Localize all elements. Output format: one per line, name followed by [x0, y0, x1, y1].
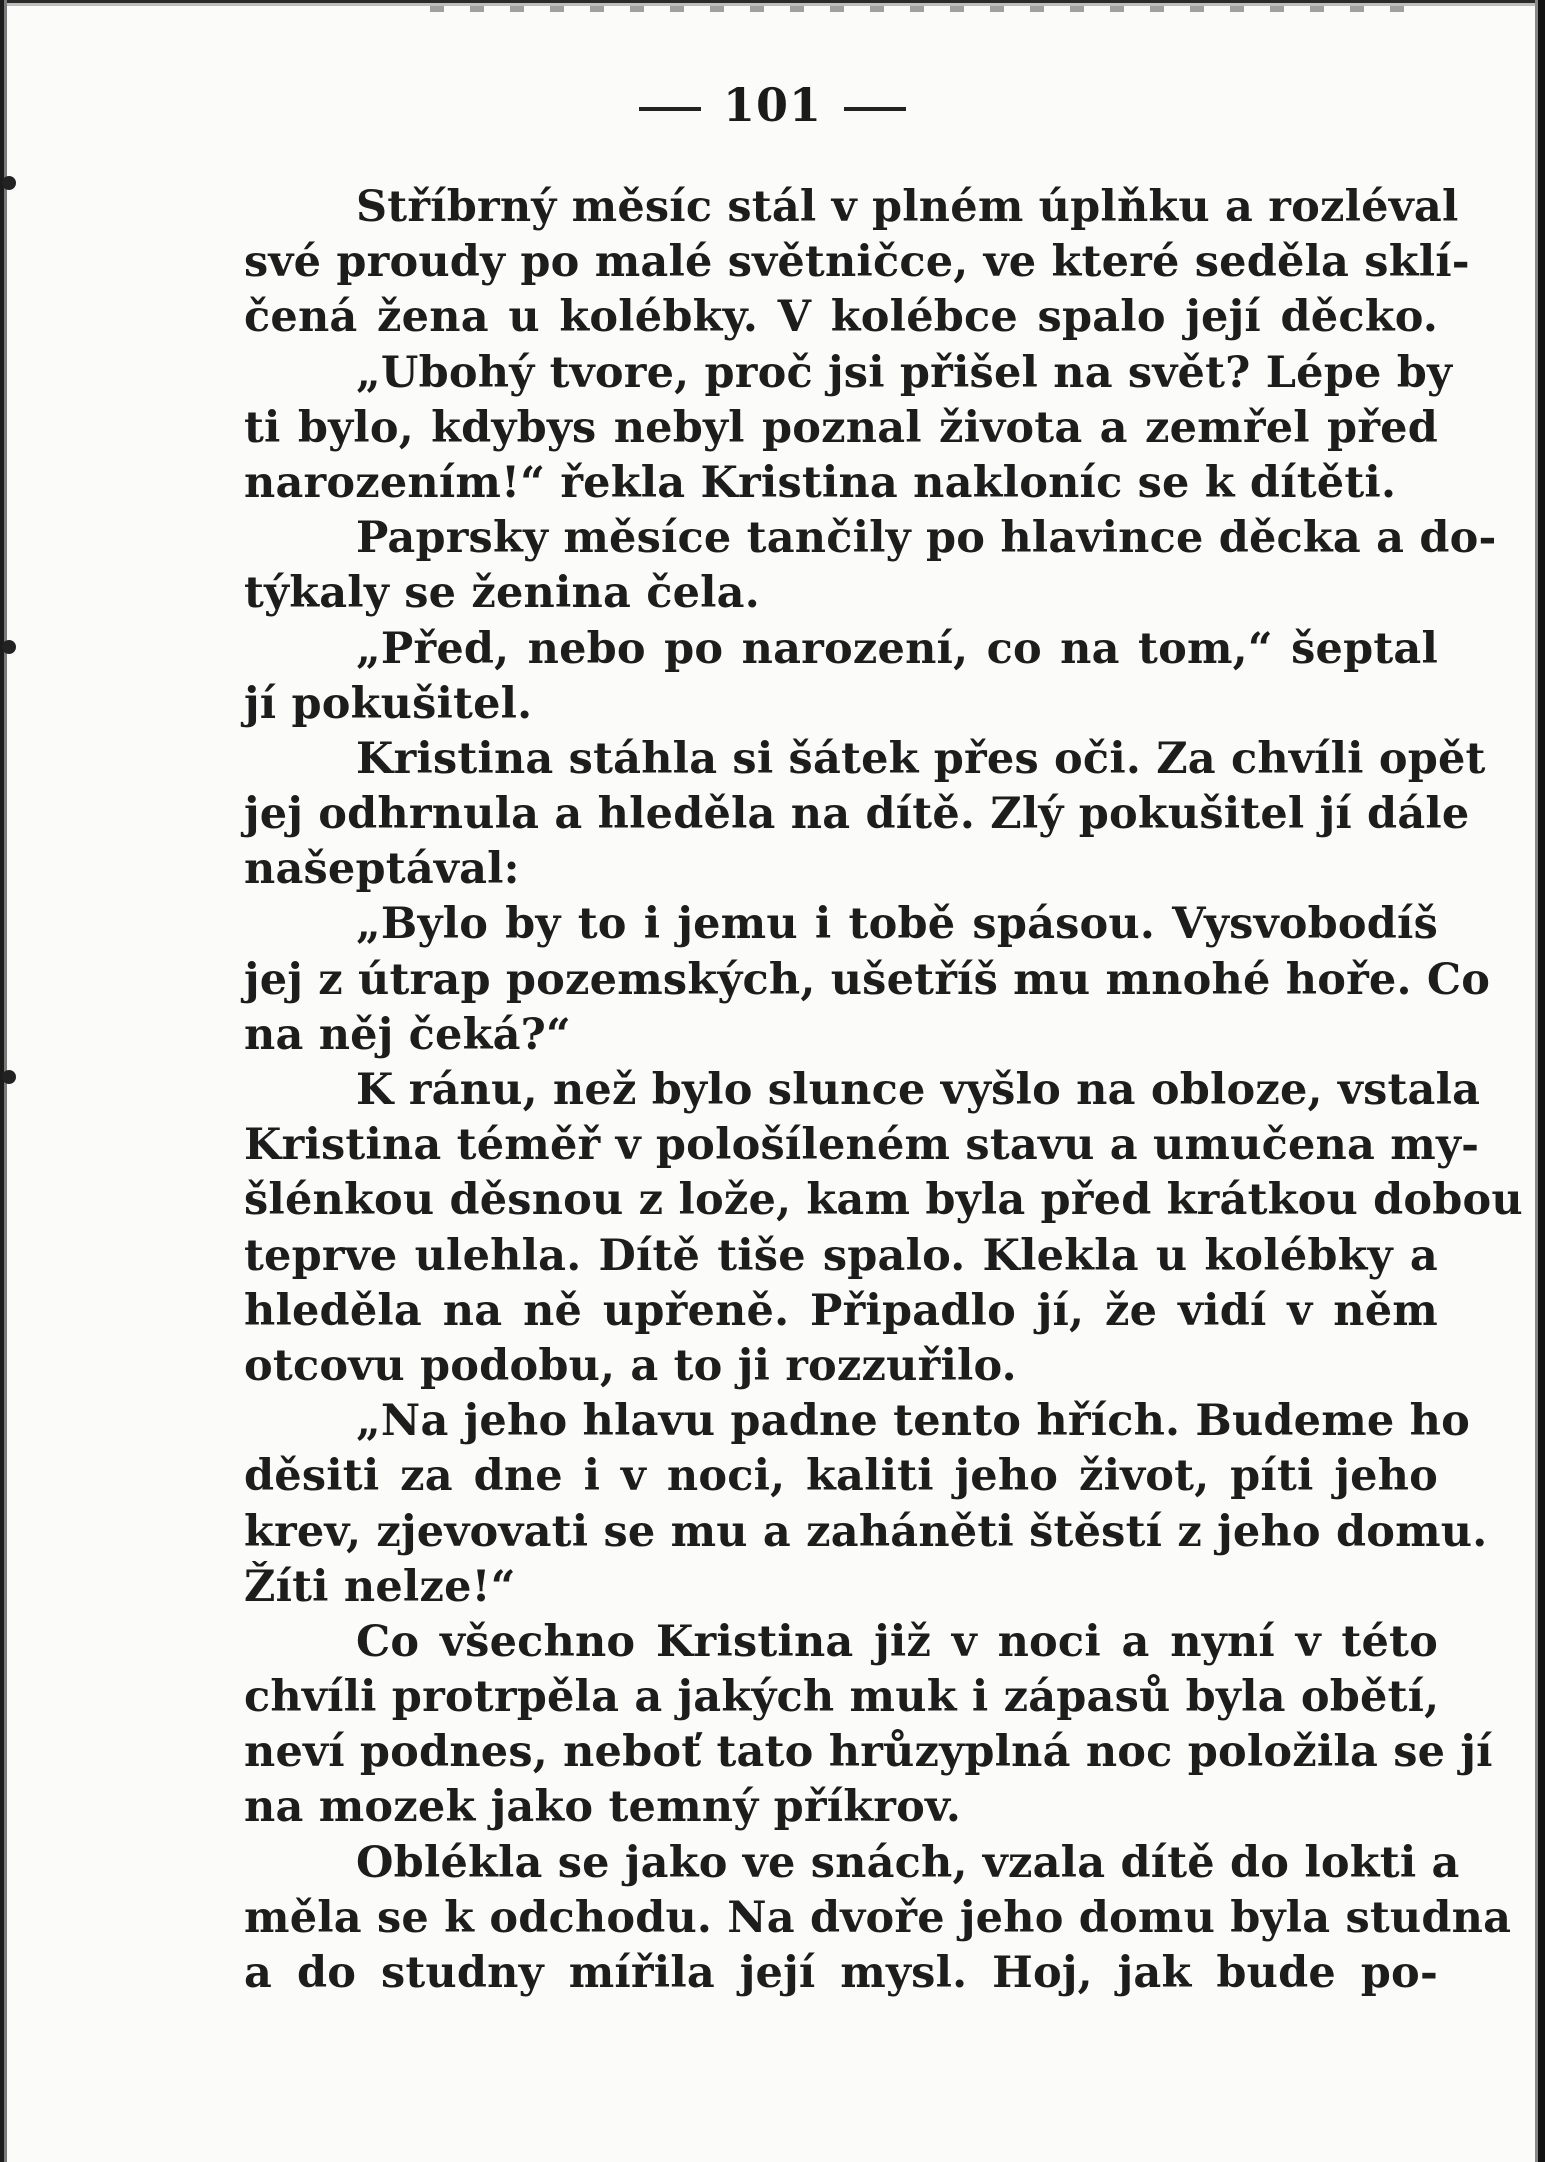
page-number-dash-left: [639, 107, 701, 111]
page-body-text: [244, 180, 1523, 2001]
text-line: teprve ulehla. Dítě tiše spalo. Klekla u kolébky a: [244, 1230, 1438, 1281]
text-line: šlénkou děsnou z lože, kam byla před krátkou dobou: [244, 1175, 1523, 1226]
text-line: čená žena u kolébky. V kolébce spalo její děcko.: [244, 292, 1438, 343]
text-line: své proudy po malé světničce, ve které seděla sklí-: [244, 237, 1470, 288]
text-line: Žíti nelze!“: [244, 1561, 516, 1612]
page-top-edge-marks: [430, 6, 1430, 12]
text-line: narozením!“ řekla Kristina nakloníc se k dítěti.: [244, 457, 1397, 508]
page-number-value: 101: [722, 78, 823, 132]
text-line: Kristina téměř v pološíleném stavu a umučena my-: [244, 1120, 1480, 1171]
text-line: neví podnes, neboť tato hrůzyplná noc položila se jí: [244, 1727, 1493, 1778]
text-line: jej z útrap pozemských, ušetříš mu mnohé hoře. Co: [244, 954, 1491, 1005]
page-number-dash-right: [844, 107, 906, 111]
text-line: „Ubohý tvore, proč jsi přišel na svět? Lépe by: [356, 347, 1453, 398]
text-line: chvíli protrpěla a jakých muk i zápasů byla obětí,: [244, 1672, 1440, 1723]
text-line: jej odhrnula a hleděla na dítě. Zlý pokušitel jí dále: [244, 789, 1470, 840]
text-line: hleděla na ně upřeně. Připadlo jí, že vidí v něm: [244, 1285, 1438, 1336]
text-line: Co všechno Kristina již v noci a nyní v této: [356, 1616, 1438, 1667]
text-line: ti bylo, kdybys nebyl poznal života a zemřel před: [244, 402, 1438, 453]
binding-mark: [2, 640, 16, 654]
text-line: otcovu podobu, a to ji rozzuřilo.: [244, 1340, 1017, 1391]
text-line: K ránu, než bylo slunce vyšlo na obloze, vstala: [356, 1065, 1481, 1115]
text-line: Kristina stáhla si šátek přes oči. Za chvíli opět: [356, 733, 1486, 784]
text-line: na mozek jako temný příkrov.: [244, 1782, 962, 1833]
binding-mark: [2, 1070, 16, 1084]
text-line: týkaly se ženina čela.: [244, 568, 760, 619]
text-line: Stříbrný měsíc stál v plném úplňku a rozléval: [356, 182, 1459, 232]
text-line: Oblékla se jako ve snách, vzala dítě do lokti a: [356, 1837, 1460, 1888]
text-line: našeptával:: [244, 844, 520, 895]
text-line: „Před, nebo po narození, co na tom,“ šeptal: [356, 623, 1438, 674]
text-line: „Bylo by to i jemu i tobě spásou. Vysvobodíš: [356, 899, 1438, 950]
text-line: a do studny mířila její mysl. Hoj, jak bude po-: [244, 1948, 1438, 1998]
page-number: [0, 78, 1545, 132]
text-line: měla se k odchodu. Na dvoře jeho domu byla studna: [244, 1892, 1512, 1943]
text-line: na něj čeká?“: [244, 1009, 571, 1060]
text-line: krev, zjevovati se mu a zaháněti štěstí z jeho domu.: [244, 1506, 1488, 1557]
text-line: Paprsky měsíce tančily po hlavince děcka a do-: [356, 513, 1497, 564]
text-line: „Na jeho hlavu padne tento hřích. Budeme ho: [356, 1396, 1471, 1447]
binding-mark: [2, 176, 16, 190]
page-right-edge: [1531, 0, 1545, 2162]
text-line: děsiti za dne i v noci, kaliti jeho život, píti jeho: [244, 1451, 1438, 1502]
text-line: jí pokušitel.: [244, 678, 533, 729]
